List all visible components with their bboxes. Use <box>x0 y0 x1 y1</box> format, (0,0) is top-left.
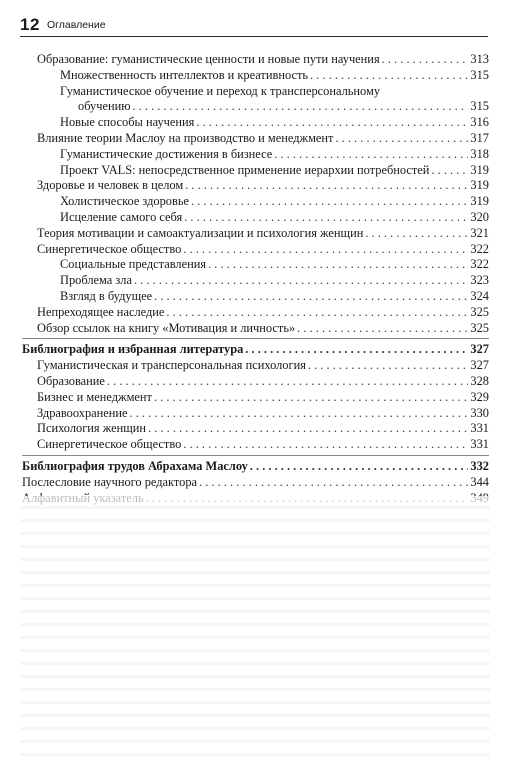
toc-entry-title: Синергетическое общество <box>37 241 182 256</box>
toc-entry-page: 322 <box>470 241 489 256</box>
toc-entry-page: 331 <box>470 437 489 452</box>
toc-entry-title: Непреходящее наследие <box>37 304 165 319</box>
toc-entry-page: 331 <box>470 421 489 436</box>
toc-entry[interactable] <box>22 115 489 131</box>
toc-entry-page: 324 <box>470 288 489 303</box>
dot-leader <box>365 226 468 242</box>
toc-entry-page: 332 <box>470 458 489 473</box>
toc-entry-title: Образование <box>37 373 105 388</box>
toc-entry[interactable] <box>22 390 489 406</box>
toc-entry-page: 325 <box>470 304 489 319</box>
toc-entry-page: 327 <box>470 358 489 373</box>
toc-entry-page: 319 <box>470 162 489 177</box>
toc-entry-page: 318 <box>470 146 489 161</box>
show-through-background <box>20 496 490 758</box>
toc-entry[interactable] <box>22 342 489 358</box>
dot-leader <box>154 390 468 406</box>
dot-leader <box>130 406 469 422</box>
toc-entry-title: Проблема зла <box>60 273 132 288</box>
toc-entry[interactable] <box>22 52 489 68</box>
dot-leader <box>134 273 468 289</box>
dot-leader <box>274 147 468 163</box>
toc-entry[interactable] <box>22 68 489 84</box>
toc-entry-page: 319 <box>470 194 489 209</box>
toc-entry[interactable] <box>22 305 489 321</box>
dot-leader <box>250 459 469 475</box>
page-header <box>20 14 488 37</box>
toc-entry-page: 328 <box>470 373 489 388</box>
toc-entry[interactable] <box>22 194 489 210</box>
toc-entry[interactable] <box>22 226 489 242</box>
section-divider <box>22 455 489 456</box>
toc-entry-title: Библиография трудов Абрахама Маслоу <box>22 458 248 473</box>
dot-leader <box>107 374 468 390</box>
dot-leader <box>191 194 468 210</box>
toc-entry-title: Взгляд в будущее <box>60 288 153 303</box>
toc-entry-title: обучению <box>78 99 131 114</box>
dot-leader <box>431 163 468 179</box>
toc-entry[interactable] <box>22 321 489 337</box>
toc-entry-title: Послесловие научного редактора <box>22 474 198 489</box>
toc-entry[interactable] <box>22 437 489 453</box>
page-number: 12 <box>20 15 40 34</box>
dot-leader <box>132 99 468 115</box>
toc-entry-page: 325 <box>470 320 489 335</box>
toc-entry-page: 315 <box>470 67 489 82</box>
toc-entry-page: 317 <box>470 130 489 145</box>
toc-entry-title: Здравоохранение <box>37 405 128 420</box>
dot-leader <box>382 52 469 68</box>
toc-entry-page: 320 <box>470 209 489 224</box>
toc-entry[interactable] <box>22 273 489 289</box>
toc-entry-title: Новые способы научения <box>60 115 195 130</box>
toc-entry-title: Здоровье и человек в целом <box>37 178 184 193</box>
toc-entry-title: Влияние теории Маслоу на производство и менеджмент <box>37 130 334 145</box>
toc-entry-title: Библиография и избранная литература <box>22 342 244 357</box>
toc-entry-title: Психология женщин <box>37 421 147 436</box>
toc-entry-title: Образование: гуманистические ценности и новые пути научения <box>37 52 380 66</box>
toc-entry[interactable] <box>22 475 489 491</box>
dot-leader <box>308 358 469 374</box>
toc-entry-page: 344 <box>470 474 489 489</box>
toc-entry[interactable] <box>22 163 489 179</box>
toc-entry-page: 329 <box>470 389 489 404</box>
dot-leader <box>166 305 468 321</box>
toc-entry-page: 316 <box>470 115 489 130</box>
dot-leader <box>335 131 468 147</box>
dot-leader <box>297 321 468 337</box>
toc-entry-title: Гуманистические достижения в бизнесе <box>60 146 273 161</box>
toc-entry[interactable] <box>22 358 489 374</box>
dot-leader <box>199 475 468 491</box>
toc-entry[interactable] <box>22 374 489 390</box>
dot-leader <box>148 421 468 437</box>
toc-entry-page: 327 <box>470 342 489 357</box>
dot-leader <box>184 210 468 226</box>
toc-entry-page: 319 <box>470 178 489 193</box>
running-head: Оглавление <box>47 19 106 31</box>
toc-entry[interactable] <box>22 210 489 226</box>
toc-entry-title: Обзор ссылок на книгу «Мотивация и личность» <box>37 320 296 335</box>
toc-entry[interactable] <box>22 289 489 305</box>
dot-leader <box>185 178 468 194</box>
dot-leader <box>208 257 468 273</box>
toc-entry-title: Проект VALS: непосредственное применение иерархии потребностей <box>60 162 430 177</box>
dot-leader <box>310 68 468 84</box>
toc-entry-title: Гуманистическая и трансперсональная психология <box>37 358 306 373</box>
toc-entry-title: Холистическое здоровье <box>60 194 189 209</box>
dot-leader <box>245 342 468 358</box>
toc-entry-page: 330 <box>470 405 489 420</box>
toc-entry-page: 322 <box>470 257 489 272</box>
toc-entry-title: Гуманистическое обучение и переход к трансперсональному <box>60 83 381 98</box>
toc-entry[interactable] <box>22 421 489 437</box>
dot-leader <box>183 437 468 453</box>
dot-leader <box>196 115 468 131</box>
toc-entry-page: 323 <box>470 273 489 288</box>
toc-entry[interactable] <box>22 459 489 475</box>
toc-entry-page: 315 <box>470 99 489 114</box>
table-of-contents <box>22 52 489 506</box>
section-divider <box>22 338 489 339</box>
toc-entry[interactable] <box>22 131 489 147</box>
toc-entry[interactable] <box>22 242 489 258</box>
toc-entry-title: Социальные представления <box>60 257 207 272</box>
toc-entry[interactable] <box>22 178 489 194</box>
toc-entry-title: Исцеление самого себя <box>60 209 183 224</box>
toc-entry-page: 321 <box>470 225 489 240</box>
toc-entry-page: 313 <box>470 52 489 66</box>
toc-entry[interactable] <box>22 257 489 273</box>
toc-entry-title: Множественность интеллектов и креативность <box>60 67 309 82</box>
toc-entry-title: Теория мотивации и самоактуализации и психология женщин <box>37 225 364 240</box>
dot-leader <box>183 242 468 258</box>
toc-entry[interactable] <box>22 406 489 422</box>
dot-leader <box>154 289 468 305</box>
toc-entry[interactable] <box>22 147 489 163</box>
toc-entry-title: Синергетическое общество <box>37 437 182 452</box>
toc-entry[interactable] <box>22 99 489 115</box>
toc-entry-title: Бизнес и менеджмент <box>37 389 152 404</box>
